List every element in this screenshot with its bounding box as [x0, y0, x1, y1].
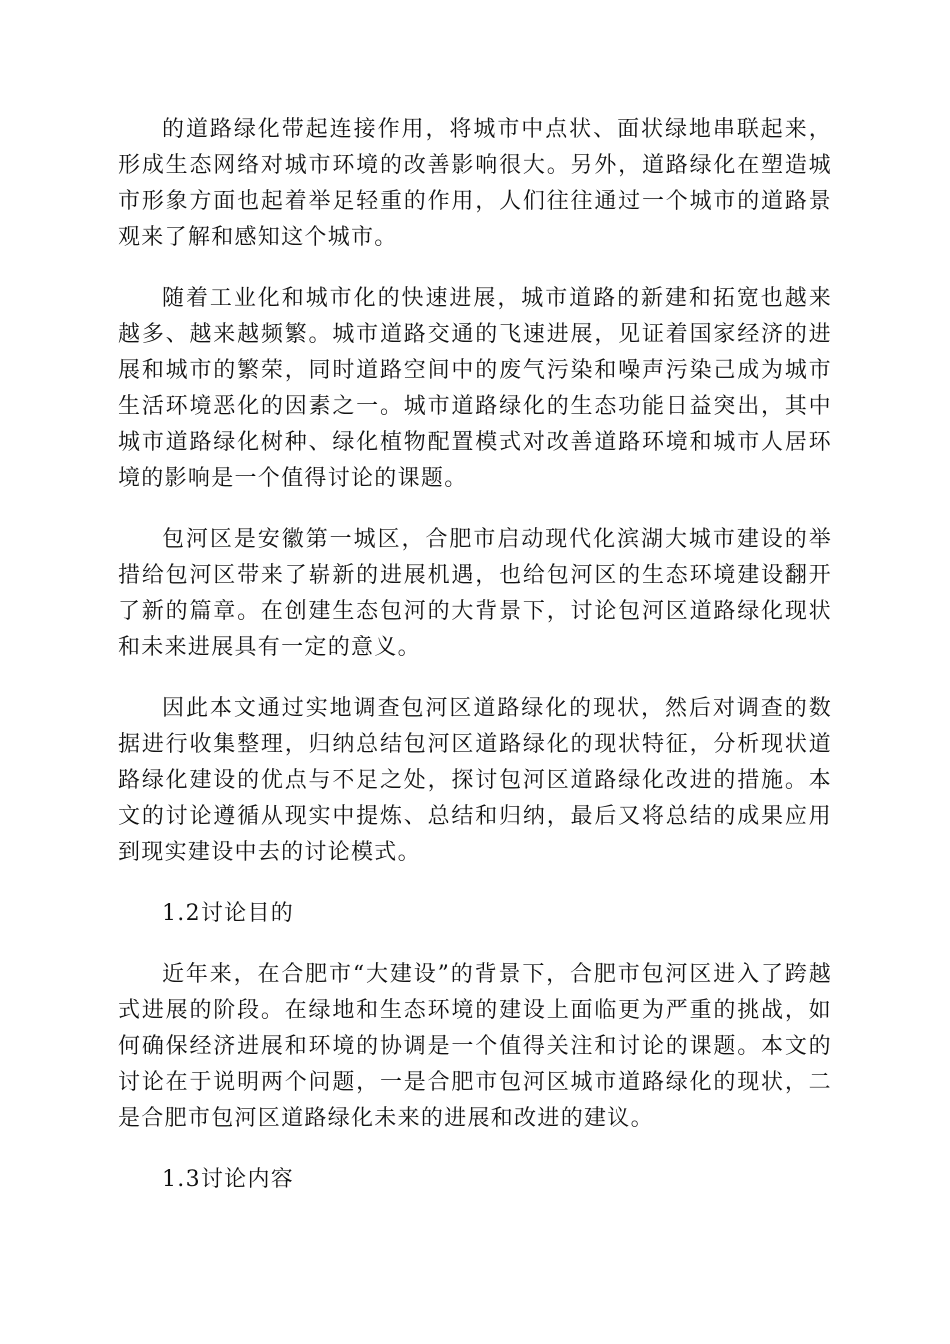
body-paragraph-1: 的道路绿化带起连接作用，将城市中点状、面状绿地串联起来，形成生态网络对城市环境的改善影响很大。另外，道路绿化在塑造城市形象方面也起着举足轻重的作用，人们往往通过一个城市的道路景观来了解和感知这个城市。 [118, 117, 832, 250]
section-heading-1-2: 1.2讨论目的 [162, 901, 295, 926]
body-paragraph-4: 因此本文通过实地调查包河区道路绿化的现状，然后对调查的数据进行收集整理，归纳总结包河区道路绿化的现状特征，分析现状道路绿化建设的优点与不足之处，探讨包河区道路绿化改进的措施。本文的讨论遵循从现实中提炼、总结和归纳，最后又将总结的成果应用到现实建设中去的讨论模式。 [118, 696, 832, 865]
body-paragraph-2: 随着工业化和城市化的快速进展，城市道路的新建和拓宽也越来越多、越来越频繁。城市道路交通的飞速进展，见证着国家经济的进展和城市的繁荣，同时道路空间中的废气污染和噪声污染己成为城市生活环境恶化的因素之一。城市道路绿化的生态功能日益突出，其中城市道路绿化树种、绿化植物配置模式对改善道路环境和城市人居环境的影响是一个值得讨论的课题。 [118, 286, 832, 491]
section-heading-1-3: 1.3讨论内容 [162, 1167, 295, 1192]
body-paragraph-3: 包河区是安徽第一城区，合肥市启动现代化滨湖大城市建设的举措给包河区带来了崭新的进展机遇，也给包河区的生态环境建设翻开了新的篇章。在创建生态包河的大背景下，讨论包河区道路绿化现状和未来进展具有一定的意义。 [118, 527, 832, 660]
section-1-2-paragraph: 近年来，在合肥市“大建设”的背景下，合肥市包河区进入了跨越式进展的阶段。在绿地和生态环境的建设上面临更为严重的挑战，如何确保经济进展和环境的协调是一个值得关注和讨论的课题。本文的讨论在于说明两个问题，一是合肥市包河区城市道路绿化的现状，二是合肥市包河区道路绿化未来的进展和改进的建议。 [118, 962, 832, 1131]
document-page [118, 112, 832, 1223]
